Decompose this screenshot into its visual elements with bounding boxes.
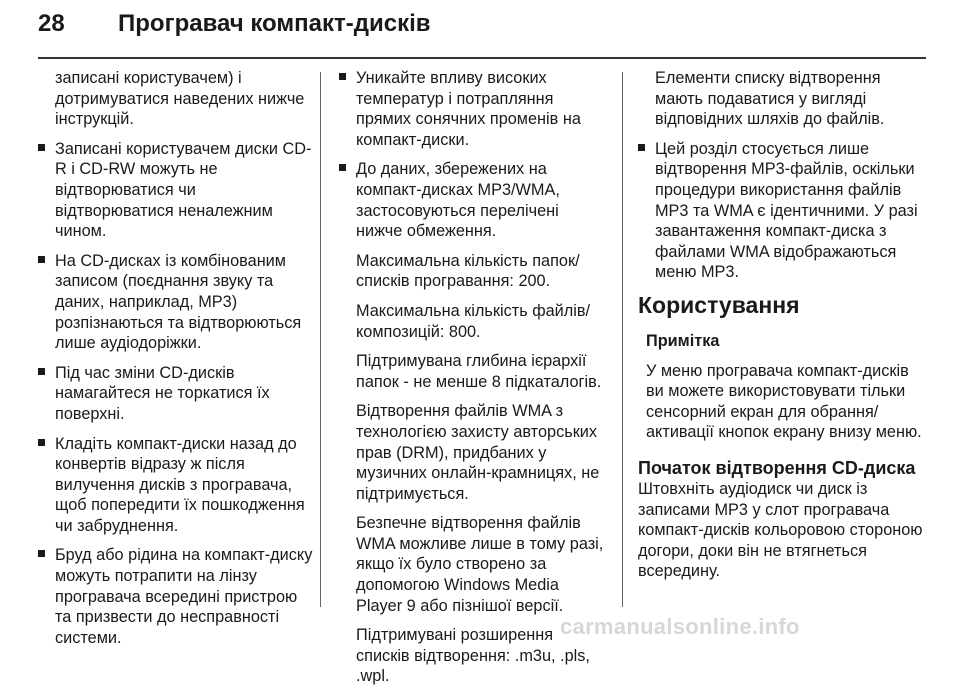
bullet-square-icon [339, 73, 346, 80]
subsection-heading: Початок відтворення CD-диска [638, 457, 916, 478]
paragraph: Максимальна кількість файлів/композицій: 800. [356, 301, 591, 341]
page-number: 28 [38, 10, 65, 37]
note-block [638, 331, 930, 443]
bullet-square-icon [38, 144, 45, 151]
paragraph: Штовхніть аудіодиск чи диск із записами MP3 у слот програвача компакт-дисків кольоровою стороною догори, доки він не втягнеться всередину. [638, 479, 923, 581]
page-title: Програвач компакт-дисків [118, 10, 431, 37]
list-item: Кладіть компакт-диски назад до конвертів відразу ж після вилучення дисків з програвача, щоб попередити їх пошкодження чи забруднення. [38, 434, 314, 537]
column-right [638, 68, 930, 591]
section-heading: Користування [638, 291, 800, 318]
continued-paragraph: записані користувачем) і дотримуватися наведених нижче інструкцій. [55, 69, 305, 129]
page-header [0, 0, 960, 58]
list-item: На CD-дисках із комбінованим записом (поєднання звуку та даних, наприклад, MP3) розпізнаються та відтворюються лише аудіодоріжки. [38, 251, 314, 354]
column-divider-2 [622, 72, 623, 607]
continued-paragraph: Елементи списку відтворення мають подаватися у вигляді відповідних шляхів до файлів. [655, 69, 885, 129]
list-item: Під час зміни CD-дисків намагайтеся не торкатися їх поверхні. [38, 363, 314, 425]
bullet-square-icon [339, 164, 346, 171]
paragraph: Підтримувана глибина ієрархії папок - не менше 8 підкаталогів. [356, 352, 602, 391]
paragraph: Безпечне відтворення файлів WMA можливе лише в тому разі, якщо їх було створено за допомогою Windows Media Player 9 або пізнішої версії. [356, 514, 604, 615]
list-item: Записані користувачем диски CD-R і CD-RW можуть не відтворюватися чи відтворюватися неналежним чином. [38, 139, 314, 242]
note-text: У меню програвача компакт-дисків ви можете використовувати тільки сенсорний екран для обрання/активації кнопок екрану внизу меню. [646, 361, 922, 442]
list-item: Цей розділ стосується лише відтворення MP3-файлів, оскільки процедури використання файлів MP3 та WMA є ідентичними. У разі завантаження компакт-диска з файлами WMA відображаються меню MP3. [638, 139, 930, 283]
paragraph: Максимальна кількість папок/списків програвання: 200. [356, 251, 580, 291]
bullet-square-icon [38, 439, 45, 446]
list-item: Уникайте впливу високих температур і потрапляння прямих сонячних променів на компакт-диски. [339, 68, 609, 150]
watermark: carmanualsonline.info [560, 614, 800, 639]
column-divider-1 [320, 72, 321, 607]
column-left [38, 68, 314, 657]
column-middle [339, 68, 609, 696]
note-label: Примітка [646, 331, 720, 350]
paragraph: Підтримувані розширення списків відтворення: .m3u, .pls, .wpl. [356, 626, 590, 686]
bullet-square-icon [638, 144, 645, 151]
list-item: Бруд або рідина на компакт-диску можуть потрапити на лінзу програвача всередині пристрою та призвести до несправності системи. [38, 545, 314, 648]
list-item: До даних, збережених на компакт-дисках MP3/WMA, застосовуються перелічені нижче обмеження. [339, 159, 609, 241]
bullet-square-icon [38, 256, 45, 263]
bullet-square-icon [38, 550, 45, 557]
bullet-square-icon [38, 368, 45, 375]
paragraph: Відтворення файлів WMA з технологією захисту авторських прав (DRM), придбаних у музичних онлайн-крамницях, не підтримується. [356, 402, 600, 503]
header-divider [38, 57, 926, 59]
